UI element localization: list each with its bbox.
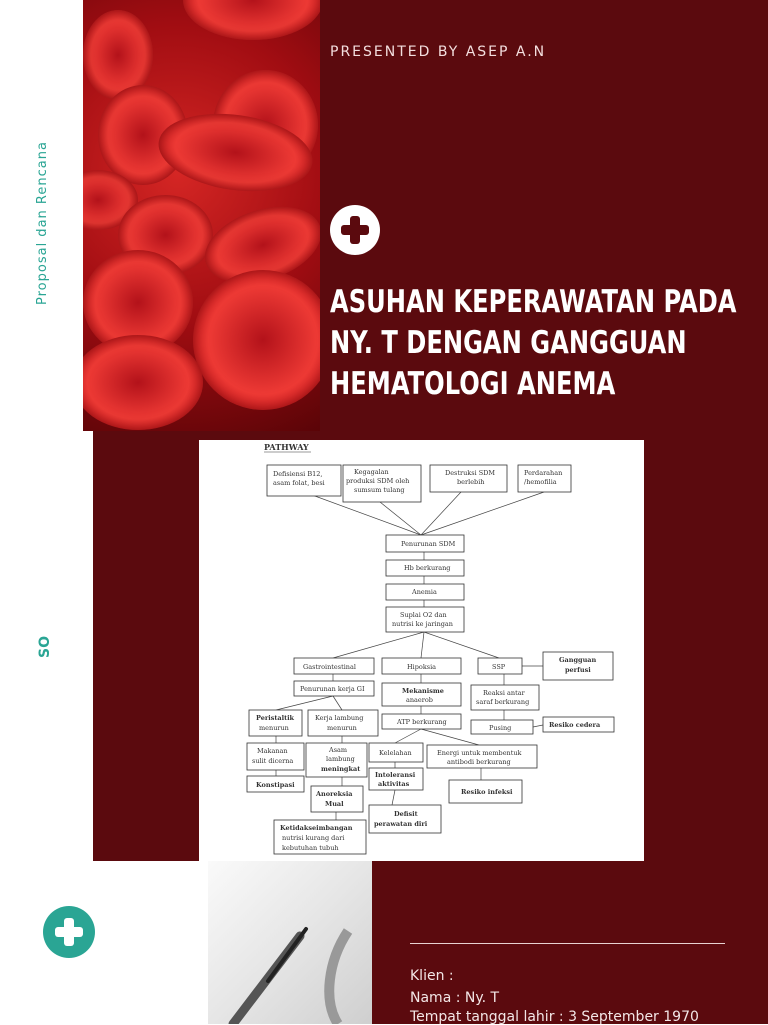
svg-text:Reaksi antar: Reaksi antar: [483, 689, 525, 697]
svg-text:Destruksi SDM: Destruksi SDM: [445, 469, 496, 477]
pathway-node-resiko-infeksi: [449, 780, 522, 803]
svg-text:aktivitas: aktivitas: [378, 780, 410, 788]
pathway-node-anemia: [386, 584, 464, 600]
svg-text:lambung: lambung: [326, 755, 355, 763]
divider: [410, 943, 725, 944]
svg-text:Anemia: Anemia: [412, 588, 437, 596]
svg-text:Resiko infeksi: Resiko infeksi: [461, 788, 513, 796]
svg-text:/hemofilia: /hemofilia: [524, 478, 557, 486]
svg-text:Kegagalan: Kegagalan: [354, 468, 389, 476]
pathway-node-makanan-sulit-dicerna: [247, 743, 304, 770]
side-label-so: SO: [37, 636, 53, 658]
pathway-node-peristaltik: [249, 710, 302, 736]
svg-text:menurun: menurun: [327, 724, 357, 732]
svg-text:Kerja lambung: Kerja lambung: [315, 714, 364, 722]
svg-text:Anoreksia: Anoreksia: [316, 790, 353, 798]
svg-text:Kelelahan: Kelelahan: [379, 749, 412, 757]
svg-text:nutrisi kurang dari: nutrisi kurang dari: [282, 834, 345, 842]
svg-text:Gangguan: Gangguan: [559, 656, 597, 664]
svg-text:Defisit: Defisit: [394, 810, 418, 818]
pathway-node-hb-berkurang: [386, 560, 464, 576]
svg-text:Defisiensi B12,: Defisiensi B12,: [273, 470, 323, 478]
pathway-node-pusing: [471, 720, 533, 734]
svg-text:Intoleransi: Intoleransi: [375, 771, 416, 779]
pathway-diagram: [199, 440, 644, 861]
pathway-node-ketidakseimbangan-nutrisi: [274, 820, 366, 854]
pathway-node-kerja-lambung: [308, 710, 378, 736]
medical-plus-icon: [330, 205, 380, 255]
svg-text:meningkat: meningkat: [321, 765, 361, 773]
svg-text:antibodi berkurang: antibodi berkurang: [447, 758, 511, 766]
svg-text:Hb berkurang: Hb berkurang: [404, 564, 451, 572]
svg-text:SSP: SSP: [492, 663, 506, 671]
client-name: Nama : Ny. T: [410, 990, 500, 1006]
svg-text:berlebih: berlebih: [457, 478, 485, 486]
svg-text:menurun: menurun: [259, 724, 289, 732]
pathway-node-resiko-cedera: [543, 717, 614, 732]
svg-text:Resiko cedera: Resiko cedera: [549, 721, 601, 729]
blood-cells-image: [83, 0, 320, 431]
pathway-node-defisit-perawatan: [369, 805, 441, 833]
svg-text:nutrisi ke jaringan: nutrisi ke jaringan: [392, 620, 453, 628]
pathway-node-atp-berkurang: [382, 714, 461, 729]
title-line-2: NY. T DENGAN GANGGUAN: [330, 325, 687, 361]
pathway-node-kelelahan: [369, 743, 423, 762]
svg-text:Perdarahan: Perdarahan: [524, 469, 563, 477]
pathway-node-anoreksia-mual: [311, 786, 363, 812]
svg-text:anaerob: anaerob: [406, 696, 433, 704]
pathway-node-reaksi-antar-saraf: [471, 685, 539, 710]
pen-photo: [208, 861, 372, 1024]
medical-plus-icon-teal: [43, 906, 95, 958]
svg-text:Gastrointestinal: Gastrointestinal: [303, 663, 356, 671]
svg-text:ATP berkurang: ATP berkurang: [397, 718, 447, 726]
pathway-node-mekanisme-anaerob: [382, 683, 461, 706]
svg-text:perfusi: perfusi: [565, 666, 591, 674]
title-line-3: HEMATOLOGI ANEMA: [330, 366, 616, 402]
presenter-text: PRESENTED BY ASEP A.N: [330, 44, 547, 60]
client-label: Klien :: [410, 968, 454, 984]
pathway-node-ssp: [478, 658, 522, 674]
svg-text:kebutuhan tubuh: kebutuhan tubuh: [282, 844, 339, 852]
svg-text:Mekanisme: Mekanisme: [402, 687, 444, 695]
svg-text:Pusing: Pusing: [489, 724, 512, 732]
pathway-node-cause-1: [267, 465, 341, 496]
client-birth: Tempat tanggal lahir : 3 September 1970: [410, 1009, 699, 1025]
pathway-node-cause-4: [518, 465, 571, 492]
svg-text:Peristaltik: Peristaltik: [256, 714, 295, 722]
svg-text:Hipoksia: Hipoksia: [407, 663, 437, 671]
svg-text:Penurunan kerja GI: Penurunan kerja GI: [300, 685, 365, 693]
svg-text:Penurunan SDM: Penurunan SDM: [401, 540, 456, 548]
svg-text:Suplai O2 dan: Suplai O2 dan: [400, 611, 447, 619]
svg-text:Ketidakseimbangan: Ketidakseimbangan: [280, 824, 353, 832]
svg-text:sumsum tulang: sumsum tulang: [354, 486, 405, 494]
pathway-heading: PATHWAY: [264, 442, 309, 452]
pathway-node-suplai-o2: [386, 607, 464, 632]
pathway-node-konstipasi: [247, 776, 304, 792]
pathway-node-gangguan-perfusi: [543, 652, 613, 680]
side-label-proposal: Proposal dan Rencana: [35, 141, 50, 305]
page-title: [330, 282, 751, 405]
svg-text:asam folat, besi: asam folat, besi: [273, 479, 325, 487]
svg-text:Mual: Mual: [325, 800, 344, 808]
pathway-node-penurunan-sdm: [386, 535, 464, 552]
pathway-node-intoleransi-aktivitas: [369, 768, 423, 790]
svg-text:Asam: Asam: [329, 746, 348, 754]
pathway-node-gastrointestinal: [294, 658, 374, 674]
svg-text:sulit dicerna: sulit dicerna: [252, 757, 294, 765]
svg-text:Makanan: Makanan: [257, 747, 288, 755]
title-line-1: ASUHAN KEPERAWATAN PADA: [330, 284, 737, 320]
pathway-node-energi-antibodi: [427, 745, 537, 768]
pathway-node-asam-lambung: [306, 743, 367, 777]
svg-text:Konstipasi: Konstipasi: [256, 781, 295, 789]
svg-text:perawatan diri: perawatan diri: [374, 820, 428, 828]
pathway-node-hipoksia: [382, 658, 461, 674]
svg-text:saraf berkurang: saraf berkurang: [476, 698, 530, 706]
pathway-node-penurunan-kerja-gi: [294, 681, 374, 696]
pathway-node-cause-2: [343, 465, 421, 502]
svg-text:produksi SDM oleh: produksi SDM oleh: [346, 477, 410, 485]
svg-text:Energi untuk membentuk: Energi untuk membentuk: [437, 749, 522, 757]
pathway-node-cause-3: [430, 465, 507, 492]
